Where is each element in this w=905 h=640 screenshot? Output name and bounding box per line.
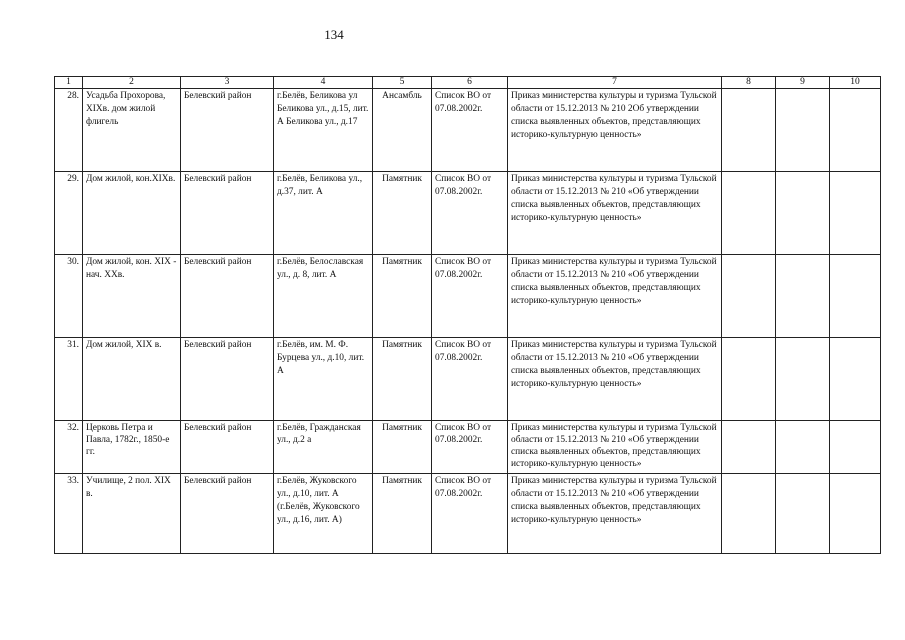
table-row <box>55 474 881 554</box>
address: г.Белёв, Жуковского ул., д.10, лит. А (г.Белёв, Жуковского ул., д.16, лит. А) <box>274 474 373 554</box>
row-number: 28. <box>55 89 83 172</box>
empty-cell <box>776 338 830 421</box>
row-number: 31. <box>55 338 83 421</box>
column-header: 3 <box>181 77 274 89</box>
empty-cell <box>722 421 776 474</box>
empty-cell <box>776 421 830 474</box>
empty-cell <box>776 172 830 255</box>
column-header: 6 <box>432 77 508 89</box>
header-row <box>55 77 881 89</box>
empty-cell <box>722 89 776 172</box>
row-number: 29. <box>55 172 83 255</box>
row-number: 30. <box>55 255 83 338</box>
object-type: Ансамбль <box>373 89 432 172</box>
list-reference: Список ВО от 07.08.2002г. <box>432 255 508 338</box>
empty-cell <box>830 338 881 421</box>
column-header: 8 <box>722 77 776 89</box>
column-header: 5 <box>373 77 432 89</box>
order-reference: Приказ министерства культуры и туризма Тульской области от 15.12.2013 № 210 «Об утверждении списка выявленных объектов, представляющих историко-культурную ценность» <box>508 474 722 554</box>
district: Белевский район <box>181 89 274 172</box>
empty-cell <box>776 255 830 338</box>
object-name: Дом жилой, кон. XIX - нач. XXв. <box>83 255 181 338</box>
page-number: 134 <box>324 27 344 42</box>
table-row <box>55 89 881 172</box>
empty-cell <box>722 172 776 255</box>
district: Белевский район <box>181 338 274 421</box>
column-header: 1 <box>55 77 83 89</box>
list-reference: Список ВО от 07.08.2002г. <box>432 172 508 255</box>
column-header: 4 <box>274 77 373 89</box>
row-number: 32. <box>55 421 83 474</box>
empty-cell <box>776 474 830 554</box>
address: г.Белёв, им. М. Ф. Бурцева ул., д.10, лит. А <box>274 338 373 421</box>
object-name: Церковь Петра и Павла, 1782г., 1850-е гг. <box>83 421 181 474</box>
district: Белевский район <box>181 474 274 554</box>
column-header: 9 <box>776 77 830 89</box>
order-reference: Приказ министерства культуры и туризма Тульской области от 15.12.2013 № 210 «Об утверждении списка выявленных объектов, представляющих историко-культурную ценность» <box>508 421 722 474</box>
object-name: Усадьба Прохорова, XIXв. дом жилой флигель <box>83 89 181 172</box>
empty-cell <box>830 255 881 338</box>
object-name: Училище, 2 пол. XIX в. <box>83 474 181 554</box>
list-reference: Список ВО от 07.08.2002г. <box>432 338 508 421</box>
order-reference: Приказ министерства культуры и туризма Тульской области от 15.12.2013 № 210 «Об утверждении списка выявленных объектов, представляющих историко-культурную ценность» <box>508 255 722 338</box>
object-name: Дом жилой, кон.XIXв. <box>83 172 181 255</box>
empty-cell <box>722 338 776 421</box>
object-type: Памятник <box>373 255 432 338</box>
row-number: 33. <box>55 474 83 554</box>
object-type: Памятник <box>373 338 432 421</box>
district: Белевский район <box>181 172 274 255</box>
table-row <box>55 255 881 338</box>
empty-cell <box>830 421 881 474</box>
heritage-objects-table <box>54 76 881 554</box>
column-header: 2 <box>83 77 181 89</box>
order-reference: Приказ министерства культуры и туризма Тульской области от 15.12.2013 № 210 «Об утверждении списка выявленных объектов, представляющих историко-культурную ценность» <box>508 172 722 255</box>
address: г.Белёв, Беликова ул., д.37, лит. А <box>274 172 373 255</box>
address: г.Белёв, Белославская ул., д. 8, лит. А <box>274 255 373 338</box>
empty-cell <box>830 474 881 554</box>
empty-cell <box>722 255 776 338</box>
address: г.Белёв, Беликова ул Беликова ул., д.15, лит. А Беликова ул., д.17 <box>274 89 373 172</box>
address: г.Белёв, Гражданская ул., д.2 а <box>274 421 373 474</box>
column-header: 7 <box>508 77 722 89</box>
object-type: Памятник <box>373 474 432 554</box>
table-row <box>55 172 881 255</box>
table-row <box>55 338 881 421</box>
list-reference: Список ВО от 07.08.2002г. <box>432 421 508 474</box>
empty-cell <box>722 474 776 554</box>
district: Белевский район <box>181 421 274 474</box>
district: Белевский район <box>181 255 274 338</box>
object-type: Памятник <box>373 421 432 474</box>
list-reference: Список ВО от 07.08.2002г. <box>432 474 508 554</box>
object-type: Памятник <box>373 172 432 255</box>
object-name: Дом жилой, XIX в. <box>83 338 181 421</box>
column-header: 10 <box>830 77 881 89</box>
order-reference: Приказ министерства культуры и туризма Тульской области от 15.12.2013 № 210 2Об утверждении списка выявленных объектов, представляющих историко-культурную ценность» <box>508 89 722 172</box>
table-row <box>55 421 881 474</box>
order-reference: Приказ министерства культуры и туризма Тульской области от 15.12.2013 № 210 «Об утверждении списка выявленных объектов, представляющих историко-культурную ценность» <box>508 338 722 421</box>
empty-cell <box>776 89 830 172</box>
empty-cell <box>830 89 881 172</box>
list-reference: Список ВО от 07.08.2002г. <box>432 89 508 172</box>
empty-cell <box>830 172 881 255</box>
